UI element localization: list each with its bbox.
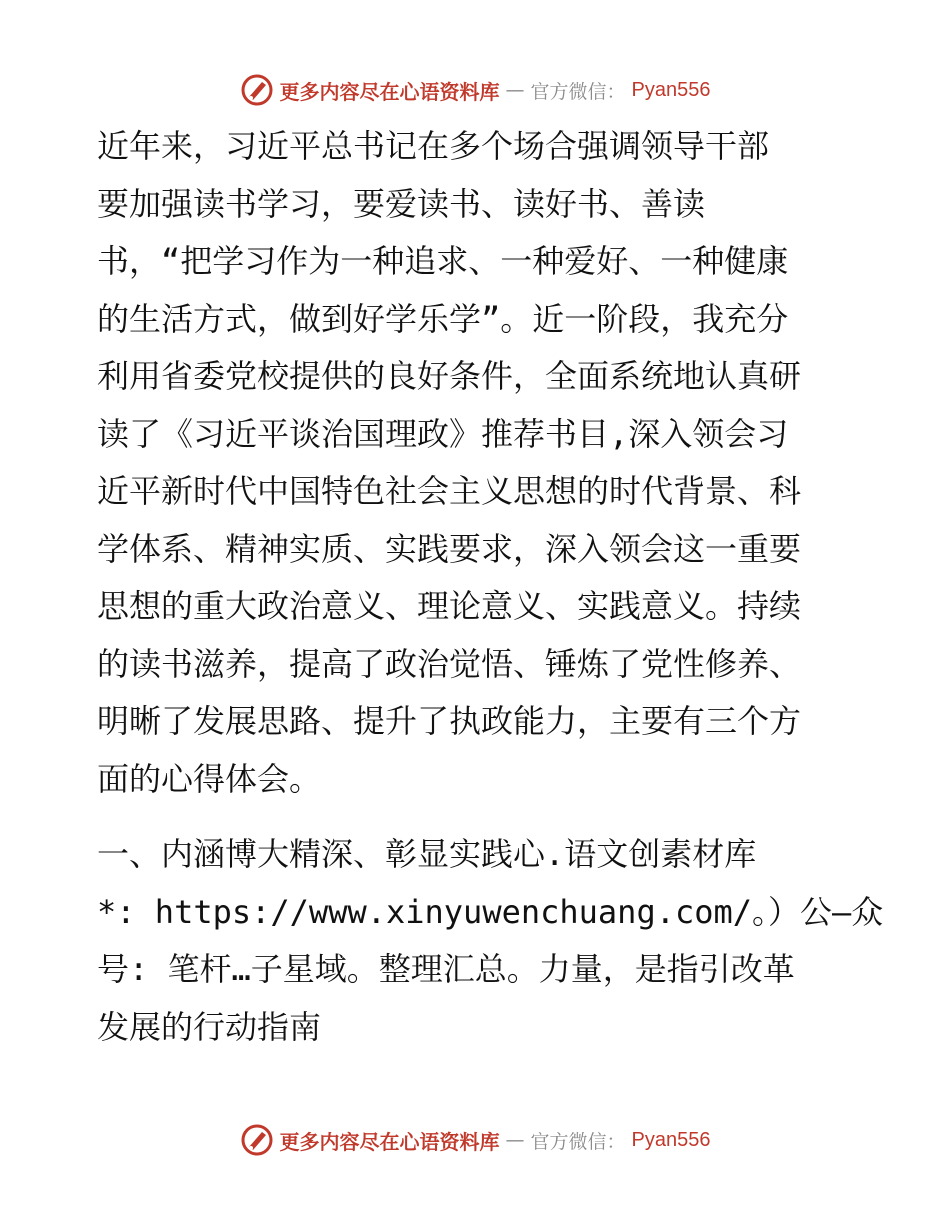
watermark-official-label: 官方微信： [530, 80, 626, 103]
paragraph-line: 利用省委党校提供的良好条件，全面系统地认真研 [97, 357, 802, 395]
paragraph-spacer [97, 808, 857, 826]
footer-watermark [0, 1120, 950, 1160]
paragraph-line: 近年来，习近平总书记在多个场合强调领导干部 [97, 127, 770, 165]
paragraph-line: 面的心得体会。 [97, 759, 322, 798]
watermark-wechat-id: Pyan556 [631, 1128, 711, 1151]
paragraph-line: *: https://www.xinyuwenchuang.com/。）公—众 [97, 892, 884, 931]
paragraph-line: 读了《习近平谈治国理政》推荐书目,深入领会习 [97, 414, 789, 453]
paragraph-line: 书，“把学习作为一种追求、一种爱好、一种健康 [97, 242, 789, 280]
paragraph-line: 号: 笔杆…子星域。整理汇总。力量，是指引改革 [97, 950, 795, 988]
paragraph-1 [97, 118, 857, 808]
paragraph-2 [97, 826, 884, 1056]
pen-logo-icon [240, 1123, 274, 1157]
paragraph-line: 的读书滋养，提高了政治觉悟、锤炼了党性修养、 [97, 644, 802, 683]
paragraph-line: 一、内涵博大精深、彰显实践心.语文创素材库 [97, 835, 757, 873]
pen-logo-icon [240, 73, 274, 107]
paragraph-line: 明晰了发展思路、提升了执政能力，主要有三个方 [97, 702, 802, 740]
watermark-main-text: 更多内容尽在心语资料库 [279, 79, 500, 104]
paragraph-line: 学体系、精神实质、实践要求，深入领会这一重要 [97, 529, 802, 568]
paragraph-line: 要加强读书学习，要爱读书、读好书、善读 [97, 184, 706, 223]
header-watermark [0, 70, 950, 110]
paragraph-line: 发展的行动指南 [97, 1007, 322, 1046]
watermark-official-label: 官方微信： [530, 1130, 626, 1153]
paragraph-line: 近平新时代中国特色社会主义思想的时代背景、科 [97, 472, 802, 510]
watermark-dash: — [505, 79, 525, 101]
paragraph-line: 的生活方式，做到好学乐学”。近一阶段，我充分 [97, 299, 789, 338]
watermark-wechat-id: Pyan556 [631, 78, 711, 101]
watermark-dash: — [505, 1129, 525, 1151]
watermark-main-text: 更多内容尽在心语资料库 [279, 1129, 500, 1154]
paragraph-line: 思想的重大政治意义、理论意义、实践意义。持续 [97, 587, 802, 625]
body-text [97, 118, 884, 1056]
